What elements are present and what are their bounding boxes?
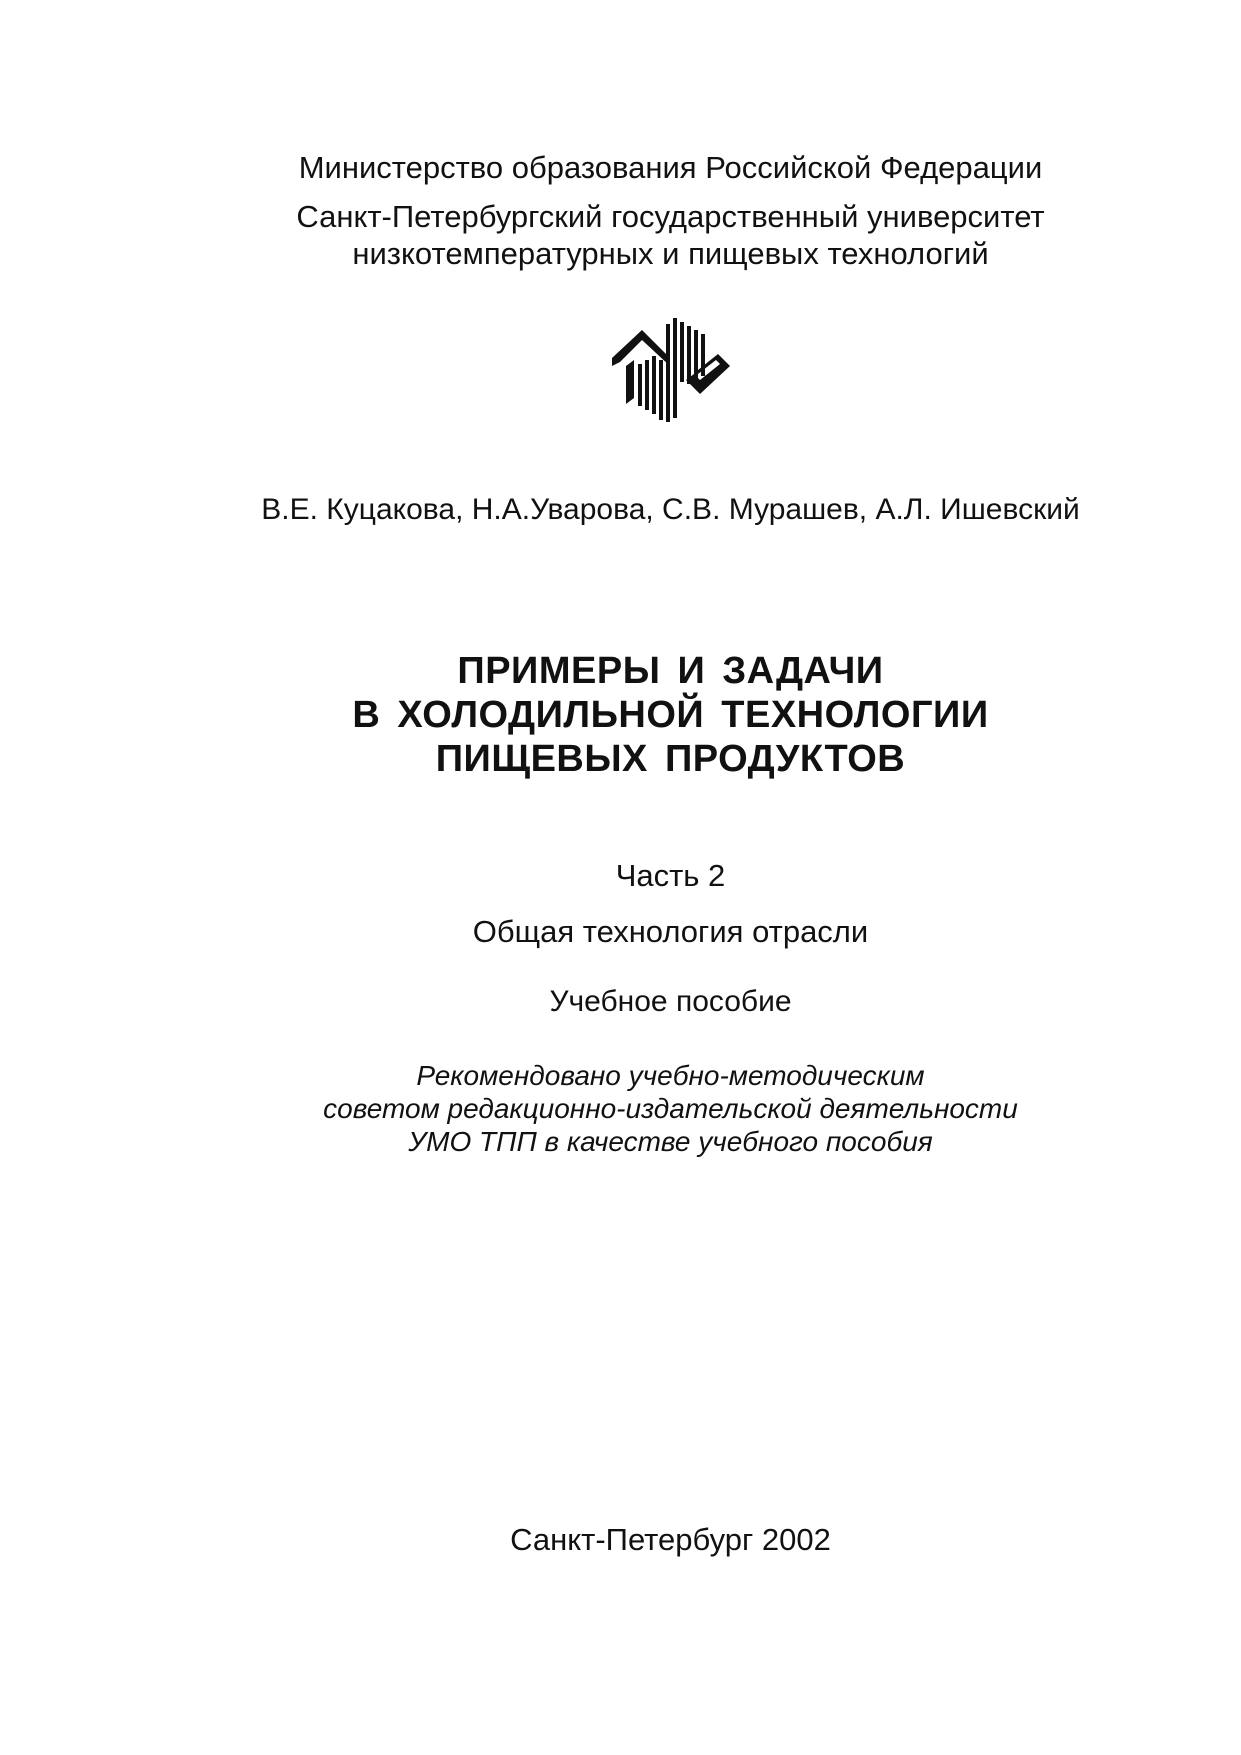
subject-title: Общая технология отрасли	[472, 914, 869, 949]
recommendation-line1: Рекомендовано учебно-методическим	[416, 1060, 925, 1091]
imprint-city-year: Санкт-Петербург 2002	[510, 1522, 831, 1557]
publication-kind: Учебное пособие	[549, 985, 792, 1018]
university-emblem-icon	[612, 318, 730, 422]
part-number: Часть 2	[615, 858, 726, 893]
university-name-line1: Санкт-Петербургский государственный университет	[296, 199, 1045, 234]
book-title-line1: ПРИМЕРЫ И ЗАДАЧИ	[457, 650, 884, 692]
recommendation-line2: советом редакционно-издательской деятельности	[323, 1093, 1018, 1124]
book-title-line3: ПИЩЕВЫХ ПРОДУКТОВ	[435, 738, 906, 780]
book-title-line2: В ХОЛОДИЛЬНОЙ ТЕХНОЛОГИИ	[352, 694, 989, 736]
recommendation-line3: УМО ТПП в качестве учебного пособия	[408, 1126, 933, 1157]
university-name-line2: низкотемпературных и пищевых технологий	[352, 236, 989, 271]
ministry-name: Министерство образования Российской Федерации	[298, 150, 1043, 185]
authors: В.Е. Куцакова, Н.А.Уварова, С.В. Мурашев, А.Л. Ишевский	[261, 493, 1080, 526]
